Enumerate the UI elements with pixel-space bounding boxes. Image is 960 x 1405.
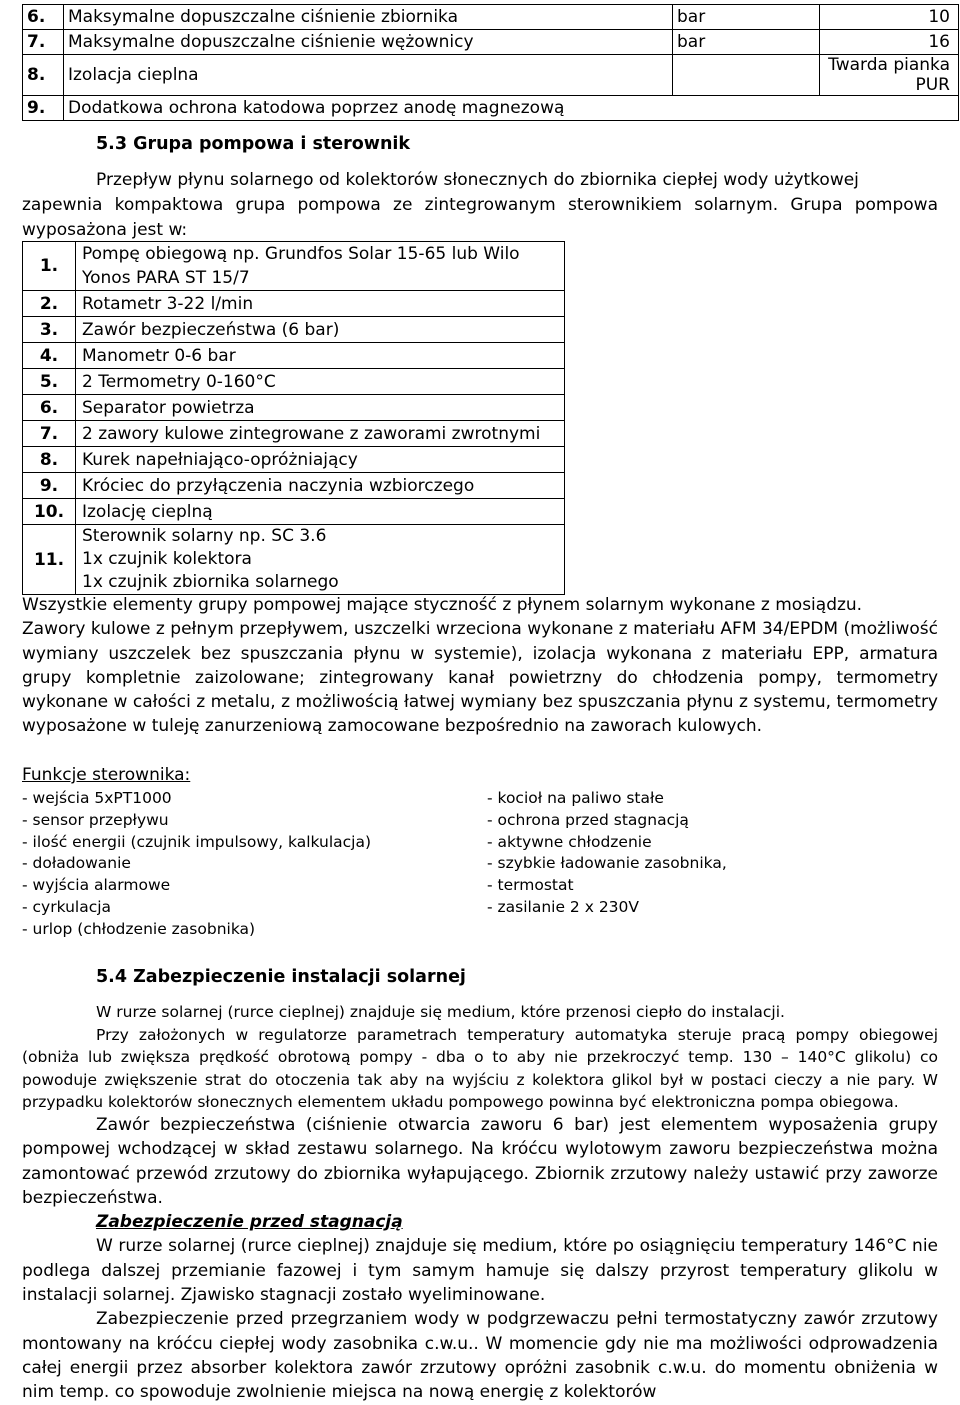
table-row bbox=[23, 343, 565, 369]
item-text: Manometr 0-6 bar bbox=[76, 343, 565, 369]
spec-row-unit: bar bbox=[673, 30, 820, 55]
list-item: - szybkie ładowanie zasobnika, bbox=[487, 854, 727, 873]
spec-row bbox=[23, 5, 959, 30]
item-text-multiline bbox=[76, 525, 565, 595]
spec-row bbox=[23, 55, 959, 96]
item-number: 7. bbox=[23, 421, 76, 447]
materials-paragraph-2: Zawory kulowe z pełnym przepływem, uszczelki wrzeciona wykonane z materiału AFM 34/EPDM (możliwość wymiany uszczelek bez spuszczania płynu w systemie), izolacja wykonana z materiału EPP, armatura grupy kompletnie zaizolowane; zintegrowany kanał powietrzny do chłodzenia pompy, termometry wykonane w całości z metalu, z możliwością łatwej wymiany bez spuszczania płynu z systemu, termometry wyposażone w tuleję zanurzeniową zamocowane bezpośrednio na zaworach kulowych. bbox=[22, 619, 938, 737]
paragraph: W rurze solarnej (rurce cieplnej) znajduje się medium, które przenosi ciepło do instalacji. bbox=[96, 1003, 785, 1021]
table-row bbox=[23, 242, 565, 291]
item-text: Izolację cieplną bbox=[76, 499, 565, 525]
safety-valve-and-stagnation bbox=[22, 1113, 938, 1405]
section-heading-5-3: 5.3 Grupa pompowa i sterownik bbox=[96, 134, 411, 154]
controller-functions-right bbox=[487, 788, 727, 919]
spec-row bbox=[23, 30, 959, 55]
table-row bbox=[23, 473, 565, 499]
item-line: 1x czujnik zbiornika solarnego bbox=[82, 572, 339, 592]
list-item: - urlop (chłodzenie zasobnika) bbox=[22, 919, 256, 938]
list-item: - termostat bbox=[487, 876, 574, 895]
materials-paragraphs bbox=[22, 593, 938, 739]
solar-protection-paragraphs bbox=[22, 1001, 938, 1114]
spec-row-number: 7. bbox=[23, 30, 64, 55]
item-number: 3. bbox=[23, 317, 76, 343]
item-number: 8. bbox=[23, 447, 76, 473]
spec-row-unit bbox=[673, 55, 820, 96]
paragraph: Zabezpieczenie przed przegrzaniem wody w podgrzewaczu pełni termostatyczny zawór zrzutowy montowany na króćcu ciepłej wody zasobnika c.w.u.. W momencie gdy nie ma możliwości odprowadzenia całej energii przez absorber kolektora zawór zrzutowy opróżni zasobnik c.w.u. do momentu obniżenia w nim temp. co spowoduje zwolnienie miejsca na nową energię z kolektorów bbox=[22, 1309, 938, 1403]
item-number: 6. bbox=[23, 395, 76, 421]
spec-row-number: 6. bbox=[23, 5, 64, 30]
list-item: - wyjścia alarmowe bbox=[22, 876, 171, 895]
list-item: - kocioł na paliwo stałe bbox=[487, 789, 664, 807]
item-number: 2. bbox=[23, 291, 76, 317]
stagnation-heading-line bbox=[22, 1210, 938, 1234]
item-number: 4. bbox=[23, 343, 76, 369]
spec-row-value: 10 bbox=[820, 5, 959, 30]
list-item: - ochrona przed stagnacją bbox=[487, 810, 689, 829]
paragraph: Przy założonych w regulatorze parametrach temperatury automatyka steruje pracą pompy obiegowej (obniża lub zwiększa prędkość obrotową pompy - dba o to aby nie przekroczyć temp. 130 – 140°C glikolu) co powoduje zwiększenie strat do otoczenia tak aby na wyjściu z kolektora glikol był w postaci cieczy a nie pary. W przypadku kolektorów słonecznych elementem układu pompowego powinna być elektroniczna pompa obiegowa. bbox=[22, 1025, 938, 1111]
spec-table bbox=[22, 4, 959, 121]
item-line: Sterownik solarny np. SC 3.6 bbox=[82, 526, 327, 546]
pump-group-intro-first-line: Przepływ płynu solarnego od kolektorów słonecznych do zbiornika ciepłej wody użytkowej bbox=[96, 170, 859, 190]
spec-row-name: Maksymalne dopuszczalne ciśnienie wężownicy bbox=[64, 30, 673, 55]
spec-row-value: 16 bbox=[820, 30, 959, 55]
item-number: 11. bbox=[23, 525, 76, 595]
item-text: Króciec do przyłączenia naczynia wzbiorczego bbox=[76, 473, 565, 499]
item-number: 10. bbox=[23, 499, 76, 525]
stagnation-heading: Zabezpieczenie przed stagnacją bbox=[96, 1212, 403, 1233]
pump-group-intro-rest: zapewnia kompaktowa grupa pompowa ze zintegrowanym sterownikiem solarnym. Grupa pompowa wyposażona jest w: bbox=[22, 195, 938, 240]
section-heading-5-4: 5.4 Zabezpieczenie instalacji solarnej bbox=[96, 967, 466, 987]
table-row bbox=[23, 369, 565, 395]
table-row bbox=[23, 421, 565, 447]
list-item: - aktywne chłodzenie bbox=[487, 832, 652, 851]
pump-group-intro bbox=[22, 168, 938, 243]
table-row bbox=[23, 525, 565, 595]
item-text: 2 zawory kulowe zintegrowane z zaworami zwrotnymi bbox=[76, 421, 565, 447]
materials-paragraph-1: Wszystkie elementy grupy pompowej mające styczność z płynem solarnym wykonane z mosiądzu. bbox=[22, 595, 863, 615]
list-item: - ilość energii (czujnik impulsowy, kalkulacja) bbox=[22, 832, 372, 851]
list-item: - doładowanie bbox=[22, 854, 131, 873]
spec-row-name: Dodatkowa ochrona katodowa poprzez anodę magnezową bbox=[64, 96, 959, 121]
spec-row-number: 8. bbox=[23, 55, 64, 96]
item-text: 2 Termometry 0-160°C bbox=[76, 369, 565, 395]
spec-row-name: Maksymalne dopuszczalne ciśnienie zbiornika bbox=[64, 5, 673, 30]
list-item: - sensor przepływu bbox=[22, 810, 169, 829]
table-row bbox=[23, 499, 565, 525]
item-text: Zawór bezpieczeństwa (6 bar) bbox=[76, 317, 565, 343]
table-row bbox=[23, 447, 565, 473]
table-row bbox=[23, 395, 565, 421]
item-number: 5. bbox=[23, 369, 76, 395]
spec-row-value: Twarda pianka PUR bbox=[820, 55, 959, 96]
item-number: 1. bbox=[23, 242, 76, 291]
list-item: - zasilanie 2 x 230V bbox=[487, 897, 640, 916]
item-text: Separator powietrza bbox=[76, 395, 565, 421]
paragraph: Zawór bezpieczeństwa (ciśnienie otwarcia zaworu 6 bar) jest elementem wyposażenia grupy pompowej wchodzącej w skład zestawu solarnego. Na króćcu wylotowym zaworu bezpieczeństwa można zamontować przewód zrzutowy do zbiornika wyłapującego. Zbiornik zrzutowy należy ustawić przy zaworze bezpieczeństwa. bbox=[22, 1115, 938, 1208]
paragraph: W rurze solarnej (rurce cieplnej) znajduje się medium, które po osiągnięciu temperatury 146°C nie podlega dalszej przemianie fazowej i tym samym hamuje się dalszy przyrost temperatury glikolu w instalacji solarnej. Zjawisko stagnacji zostało wyeliminowane. bbox=[22, 1236, 938, 1306]
controller-functions-title: Funkcje sterownika: bbox=[22, 765, 191, 785]
controller-functions-left bbox=[22, 788, 371, 941]
item-text: Kurek napełniająco-opróżniający bbox=[76, 447, 565, 473]
item-text: Pompę obiegową np. Grundfos Solar 15-65 lub Wilo Yonos PARA ST 15/7 bbox=[76, 242, 565, 291]
item-text: Rotametr 3-22 l/min bbox=[76, 291, 565, 317]
item-number: 9. bbox=[23, 473, 76, 499]
list-item: - wejścia 5xPT1000 bbox=[22, 789, 172, 807]
list-item: - cyrkulacja bbox=[22, 897, 112, 916]
spec-row-unit: bar bbox=[673, 5, 820, 30]
table-row bbox=[23, 291, 565, 317]
pump-group-items-table bbox=[22, 241, 565, 595]
spec-row-number: 9. bbox=[23, 96, 64, 121]
table-row bbox=[23, 317, 565, 343]
spec-row-name: Izolacja cieplna bbox=[64, 55, 673, 96]
item-line: 1x czujnik kolektora bbox=[82, 549, 252, 569]
spec-row bbox=[23, 96, 959, 121]
